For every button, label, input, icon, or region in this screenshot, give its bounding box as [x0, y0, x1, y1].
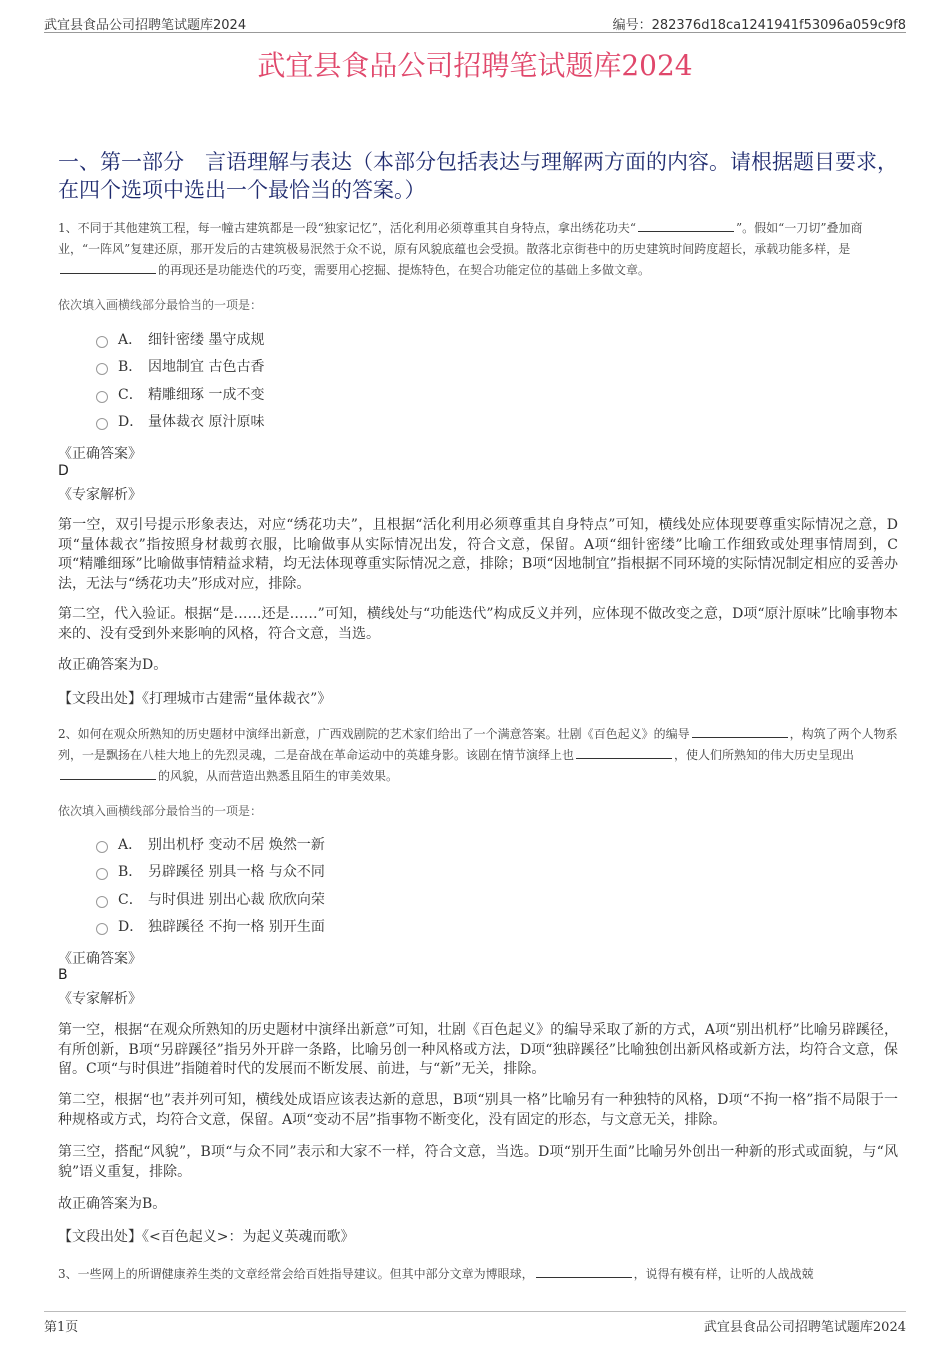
option-letter: D．: [118, 414, 144, 431]
analysis-paragraph: 第二空，代入验证。根据“是……还是……”可知，横线处与“功能迭代”构成反义并列，应体现不做改变之意，D项“原汁原味”比喻事物本来的、没有受到外来影响的风格，符合文意，当选。: [58, 606, 898, 642]
answer-value: D: [58, 463, 69, 479]
option-letter: B．: [118, 864, 143, 881]
q1-text-1: 1、不同于其他建筑工程，每一幢古建筑都是一段“独家记忆”，活化利用必须尊重其自身特点，拿出绣花功夫“: [58, 221, 637, 235]
analysis-paragraph: 第三空，搭配“风貌”，B项“与众不同”表示和大家不一样，符合文意，当选。D项“别开生面”比喻另外创出一种新的形式或面貌，与“风貌”语义重复，排除。: [58, 1144, 898, 1180]
option-text: 因地制宜 古色古香: [148, 359, 265, 376]
footer-divider: [44, 1311, 906, 1312]
option-text: 精雕细琢 一成不变: [148, 386, 265, 403]
question-3-stem: [58, 1264, 898, 1285]
option-d[interactable]: [96, 408, 264, 436]
q1-text-3: 的再现还是功能迭代的巧变，需要用心挖掘、提炼特色，在契合功能定位的基础上多做文章。: [158, 263, 651, 277]
fill-blank: [60, 767, 156, 780]
header-doc-title: 武宜县食品公司招聘笔试题库2024: [44, 18, 247, 33]
option-letter: D．: [118, 919, 144, 936]
radio-icon[interactable]: [96, 336, 108, 348]
radio-icon[interactable]: [96, 841, 108, 853]
question-2-stem: [58, 724, 898, 787]
analysis-label: 《专家解析》: [58, 991, 142, 1007]
option-letter: B．: [118, 359, 143, 376]
radio-icon[interactable]: [96, 391, 108, 403]
question-2-options: [96, 830, 325, 940]
radio-icon[interactable]: [96, 418, 108, 430]
header-divider: [44, 32, 906, 33]
analysis-label: 《专家解析》: [58, 487, 142, 503]
q2-text-1: 2、如何在观众所熟知的历史题材中演绎出新意，广西戏剧院的艺术家们给出了一个满意答案。壮剧《百色起义》的编导: [58, 727, 690, 741]
question-2-prompt: 依次填入画横线部分最恰当的一项是：: [58, 804, 263, 818]
option-text: 另辟蹊径 别具一格 与众不同: [148, 864, 325, 881]
fill-blank: [576, 746, 672, 759]
question-1-options: [96, 325, 264, 435]
option-c[interactable]: [96, 885, 325, 913]
fill-blank: [692, 725, 788, 738]
question-1-prompt: 依次填入画横线部分最恰当的一项是：: [58, 298, 263, 312]
option-text: 量体裁衣 原汁原味: [148, 414, 265, 431]
q2-text-4: 的风貌，从而营造出熟悉且陌生的审美效果。: [158, 769, 399, 783]
source-citation: 【文段出处】《<百色起义>：为起义英魂而歌》: [58, 1229, 355, 1245]
option-letter: A．: [118, 836, 143, 853]
option-letter: A．: [118, 331, 143, 348]
header-id-code: 282376d18ca1241941f53096a059c9f8: [651, 18, 906, 33]
q3-text-1: 3、一些网上的所谓健康养生类的文章经常会给百姓指导建议。但其中部分文章为博眼球，: [58, 1267, 534, 1281]
fill-blank: [638, 219, 734, 232]
option-b[interactable]: [96, 858, 325, 886]
page-number: 第1页: [44, 1320, 79, 1335]
q1-text-2: ”。假如“一刀切”叠加商业，“一阵风”复建还原，那开发后的古建筑极易泯然于众不说，原有风貌底蕴也会受损。散落北京街巷中的历史建筑时间跨度超长，承载功能多样，是: [58, 221, 863, 256]
option-a[interactable]: [96, 830, 325, 858]
option-letter: C．: [118, 891, 143, 908]
answer-label: 《正确答案》: [58, 951, 142, 967]
analysis-paragraph: 第二空，根据“也”表并列可知，横线处成语应该表达新的意思，B项“别具一格”比喻另有一种独特的风格，D项“不拘一格”指不局限于一种规格或方式，均符合文意，保留。A项“变动不居”指事物不断变化，没有固定的形态，与文意无关，排除。: [58, 1092, 898, 1128]
option-text: 细针密缕 墨守成规: [148, 331, 265, 348]
analysis-conclusion: 故正确答案为D。: [58, 657, 168, 673]
option-text: 别出机杼 变动不居 焕然一新: [148, 836, 325, 853]
answer-label: 《正确答案》: [58, 446, 142, 462]
answer-value: B: [58, 967, 68, 983]
radio-icon[interactable]: [96, 923, 108, 935]
footer-doc-title: 武宜县食品公司招聘笔试题库2024: [703, 1320, 906, 1335]
analysis-paragraph: 第一空，根据“在观众所熟知的历史题材中演绎出新意”可知，壮剧《百色起义》的编导采取了新的方式，A项“别出机杼”比喻另辟蹊径，有所创新，B项“另辟蹊径”指另外开辟一条路，比喻另创一种风格或方法，D项“独辟蹊径”比喻独创出新风格或新方法，均符合文意，保留。C项“与时俱进”指随着时代的发展而不断发展、前进，与“新”无关，排除。: [58, 1022, 898, 1077]
q2-text-3: ，使人们所熟知的伟大历史呈现出: [674, 748, 855, 762]
radio-icon[interactable]: [96, 363, 108, 375]
section-heading: 一、第一部分 言语理解与表达（本部分包括表达与理解两方面的内容。请根据题目要求，在四个选项中选出一个最恰当的答案。）: [58, 150, 898, 202]
analysis-conclusion: 故正确答案为B。: [58, 1196, 167, 1212]
fill-blank: [536, 1265, 632, 1278]
radio-icon[interactable]: [96, 896, 108, 908]
radio-icon[interactable]: [96, 868, 108, 880]
source-citation: 【文段出处】《打理城市古建需“量体裁衣”》: [58, 691, 332, 707]
option-c[interactable]: [96, 380, 264, 408]
option-text: 与时俱进 别出心裁 欣欣向荣: [148, 891, 325, 908]
option-text: 独辟蹊径 不拘一格 别开生面: [148, 919, 325, 936]
option-letter: C．: [118, 386, 143, 403]
q2-text-2: ，构筑了两个人物系列，一是飘扬在八桂大地上的先烈灵魂，二是奋战在革命运动中的英雄身影。该剧在情节演绎上也: [58, 727, 898, 762]
page-title: 武宜县食品公司招聘笔试题库2024: [257, 49, 693, 82]
question-1-stem: [58, 218, 898, 281]
header-id-label: 编号：: [612, 18, 652, 33]
fill-blank: [60, 261, 156, 274]
option-a[interactable]: [96, 325, 264, 353]
q3-text-2: ，说得有模有样，让听的人战战兢: [633, 1267, 814, 1281]
option-b[interactable]: [96, 353, 264, 381]
analysis-paragraph: 第一空，双引号提示形象表达，对应“绣花功夫”，且根据“活化利用必须尊重其自身特点”可知，横线处应体现要尊重实际情况之意，D项“量体裁衣”指按照身材裁剪衣服，比喻做事从实际情况出发，符合文意，保留。A项“细针密缕”比喻工作细致或处理事情周到，C项“精雕细琢”比喻做事情精益求精，均无法体现尊重实际情况之意，排除；B项“因地制宜”指根据不同环境的实际情况制定相应的妥善办法，无法与“绣花功夫”形成对应，排除。: [58, 517, 898, 592]
header-doc-id: [613, 14, 906, 33]
option-d[interactable]: [96, 913, 325, 941]
